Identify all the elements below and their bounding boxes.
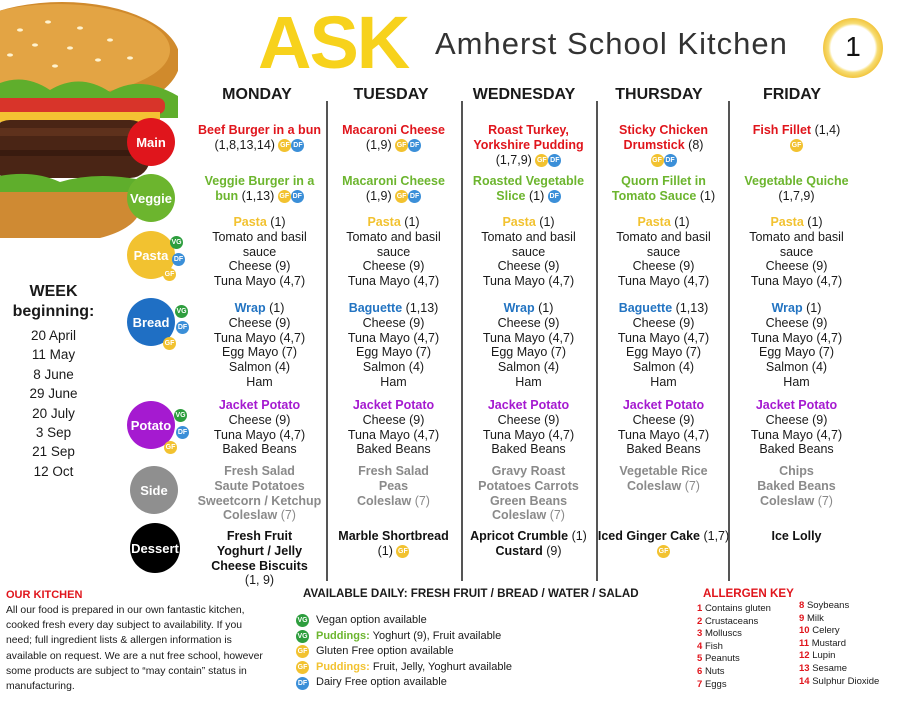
pasta-option: Tuna Mayo (4,7) xyxy=(750,274,843,289)
pasta-thursday xyxy=(596,215,731,289)
row-label-main: Main xyxy=(127,118,175,166)
side-item: Green Beans xyxy=(489,493,568,508)
main-friday xyxy=(729,123,864,153)
allergen-codes: (1,13) xyxy=(405,301,439,315)
dish-name: Wrap xyxy=(503,301,535,315)
allergen-codes: (1) xyxy=(699,188,716,203)
dairy-free-badge: DF xyxy=(291,139,304,152)
allergen-name: Lupin xyxy=(812,650,836,662)
dish-name: Macaroni Cheese xyxy=(342,174,445,188)
allergen-codes: (1) xyxy=(538,301,554,315)
allergen-name: Soybeans xyxy=(806,600,850,611)
filling: Tuna Mayo (4,7) xyxy=(482,330,575,345)
kitchen-line: manufacturing. xyxy=(6,681,75,693)
gluten-free-badge: GF xyxy=(790,139,803,152)
dish-name: bun xyxy=(215,188,239,203)
gluten-free-badge: GF xyxy=(296,645,309,658)
week-number-badge xyxy=(823,18,883,78)
gluten-free-badge: GF xyxy=(278,190,291,203)
side-tuesday xyxy=(326,464,461,508)
week-title: WEEK xyxy=(29,283,78,300)
pasta-option: Tomato and basil xyxy=(616,229,711,244)
side-item: Coleslaw xyxy=(357,493,412,508)
week-subtitle: beginning: xyxy=(12,303,95,320)
filling: Salmon (4) xyxy=(497,360,560,375)
day-header-friday: FRIDAY xyxy=(762,86,822,103)
allergen-codes: (1,7,9) xyxy=(495,152,532,167)
dessert-friday xyxy=(729,529,864,544)
legend-text: Fruit, Jelly, Yoghurt available xyxy=(372,660,513,673)
topping: Baked Beans xyxy=(222,442,297,457)
gluten-free-badge: GF xyxy=(163,337,176,350)
row-label-bread: Bread xyxy=(127,298,175,346)
bread-thursday xyxy=(596,301,731,390)
topping: Tuna Mayo (4,7) xyxy=(347,427,440,442)
bread-wednesday xyxy=(461,301,596,390)
allergen-codes: (1) xyxy=(270,215,286,229)
side-item: Chips xyxy=(779,464,814,478)
week-date: 12 Oct xyxy=(33,463,74,479)
dish-name: Quorn Fillet in xyxy=(621,174,706,188)
gluten-free-badge: GF xyxy=(164,441,177,454)
kitchen-line: some products are subject to “may contain” status in xyxy=(6,665,247,677)
filling: Ham xyxy=(380,374,407,389)
topping: Cheese (9) xyxy=(765,412,828,427)
allergen-codes: (1,7,9) xyxy=(778,188,815,203)
allergen-codes: (1,13) xyxy=(241,188,275,203)
day-header-tuesday: TUESDAY xyxy=(353,86,429,103)
dairy-free-badge: DF xyxy=(408,139,421,152)
day-header-monday: MONDAY xyxy=(222,86,292,103)
dessert-item: Yoghurt / Jelly xyxy=(216,543,303,558)
topping: Tuna Mayo (4,7) xyxy=(213,427,306,442)
dairy-free-badge: DF xyxy=(176,426,189,439)
allergen-number: 12 xyxy=(799,650,810,662)
veggie-friday xyxy=(729,174,864,204)
vegan-badge: VG xyxy=(170,236,183,249)
dish-name: Baguette xyxy=(348,301,403,315)
allergen-number: 14 xyxy=(799,675,810,687)
filling: Egg Mayo (7) xyxy=(355,345,432,360)
dish-name: Pasta xyxy=(502,215,536,229)
dish-name: Jacket Potato xyxy=(218,398,301,412)
allergen-number: 2 xyxy=(697,615,703,627)
row-label-pasta: Pasta xyxy=(127,231,175,279)
week-date: 29 June xyxy=(29,386,78,402)
allergen-number: 13 xyxy=(799,662,810,674)
vegan-badge: VG xyxy=(174,409,187,422)
filling: Egg Mayo (7) xyxy=(758,345,835,360)
pasta-option: Tomato and basil xyxy=(749,229,844,244)
gluten-free-badge: GF xyxy=(296,661,309,674)
dessert-item: Apricot Crumble xyxy=(470,529,569,543)
filling: Cheese (9) xyxy=(765,315,828,330)
dish-name: Wrap xyxy=(771,301,803,315)
allergen-name: Molluscs xyxy=(704,628,742,640)
kitchen-line: cooked fresh every day subject to availability. If you xyxy=(6,620,243,632)
page-title: Amherst School Kitchen xyxy=(435,26,788,61)
pasta-tuesday xyxy=(326,215,461,289)
allergen-number: 6 xyxy=(697,665,703,677)
main-thursday xyxy=(596,123,731,167)
dessert-thursday xyxy=(596,529,731,559)
pasta-option: Tuna Mayo (4,7) xyxy=(347,274,440,289)
side-monday xyxy=(192,464,327,523)
potato-thursday xyxy=(596,398,731,457)
gluten-free-badge: GF xyxy=(651,154,664,167)
filling: Cheese (9) xyxy=(632,315,695,330)
topping: Baked Beans xyxy=(491,442,566,457)
pasta-option: Cheese (9) xyxy=(497,259,560,274)
dairy-free-badge: DF xyxy=(664,154,677,167)
legend-text: Dairy Free option available xyxy=(316,676,447,689)
side-item: Fresh Salad xyxy=(224,464,295,478)
pasta-option: sauce xyxy=(646,244,681,259)
dish-name: Yorkshire Pudding xyxy=(473,137,584,152)
week-date: 20 April xyxy=(30,328,77,343)
allergen-key-left xyxy=(697,603,771,691)
side-item: Vegetable Rice xyxy=(619,464,708,478)
topping: Cheese (9) xyxy=(228,412,291,427)
allergen-number: 11 xyxy=(799,637,810,649)
potato-tuesday xyxy=(326,398,461,457)
dessert-item: Custard xyxy=(495,543,543,558)
filling: Egg Mayo (7) xyxy=(490,345,567,360)
dish-name: Pasta xyxy=(637,215,671,229)
gluten-free-badge: GF xyxy=(396,545,409,558)
dairy-free-badge: DF xyxy=(408,190,421,203)
dish-name: Pasta xyxy=(233,215,267,229)
allergen-number: 5 xyxy=(697,653,703,665)
pasta-monday xyxy=(192,215,327,289)
pasta-option: sauce xyxy=(376,244,411,259)
dessert-monday xyxy=(192,529,327,588)
allergen-codes: (9) xyxy=(546,543,562,558)
allergen-codes: (1, 9) xyxy=(244,573,275,588)
filling: Egg Mayo (7) xyxy=(625,345,702,360)
our-kitchen-text xyxy=(6,603,287,694)
allergen-codes: (7) xyxy=(684,478,700,493)
dessert-item: Cheese Biscuits xyxy=(211,558,308,573)
dish-name: Baguette xyxy=(618,301,673,315)
dish-name: Pasta xyxy=(770,215,804,229)
pasta-option: Tomato and basil xyxy=(481,229,576,244)
kitchen-line: need; full ingredient lists & allergen information is xyxy=(6,635,232,647)
our-kitchen-title: OUR KITCHEN xyxy=(6,589,83,601)
filling: Ham xyxy=(246,374,273,389)
allergen-codes: (7) xyxy=(280,508,296,523)
allergen-codes: (1,9) xyxy=(365,137,392,152)
legend-text: Yoghurt (9), Fruit available xyxy=(372,629,502,642)
dish-name: Vegetable Quiche xyxy=(744,174,849,188)
side-item: Potatoes Carrots xyxy=(478,478,579,493)
filling: Ham xyxy=(650,374,677,389)
topping: Cheese (9) xyxy=(632,412,695,427)
gluten-free-badge: GF xyxy=(395,190,408,203)
allergen-codes: (1) xyxy=(377,543,393,558)
main-tuesday xyxy=(326,123,461,153)
row-label-dessert: Dessert xyxy=(130,523,180,573)
dish-name: Veggie Burger in a xyxy=(204,174,315,188)
week-date: 11 May xyxy=(31,347,76,363)
ask-logo: ASK xyxy=(258,1,409,84)
pasta-option: sauce xyxy=(242,244,277,259)
filling: Cheese (9) xyxy=(228,315,291,330)
allergen-codes: (1,8,13,14) xyxy=(214,137,275,152)
pasta-option: Tomato and basil xyxy=(346,229,441,244)
allergen-codes: (7) xyxy=(414,493,430,508)
side-thursday xyxy=(596,464,731,494)
dish-name: Pasta xyxy=(367,215,401,229)
topping: Cheese (9) xyxy=(497,412,560,427)
pasta-option: Cheese (9) xyxy=(362,259,425,274)
pasta-option: Tuna Mayo (4,7) xyxy=(617,274,710,289)
filling: Tuna Mayo (4,7) xyxy=(213,330,306,345)
allergen-codes: (8) xyxy=(688,137,704,152)
dessert-item: Ice Lolly xyxy=(771,529,822,543)
week-beginning xyxy=(6,282,101,481)
filling: Salmon (4) xyxy=(362,360,425,375)
filling: Salmon (4) xyxy=(632,360,695,375)
vegan-badge: VG xyxy=(296,614,309,627)
allergen-name: Eggs xyxy=(704,678,727,690)
allergen-number: 1 xyxy=(697,603,703,614)
dietary-legend xyxy=(296,613,512,691)
allergen-number: 9 xyxy=(799,612,805,624)
dish-name: Tomato Sauce xyxy=(611,188,697,203)
gluten-free-badge: GF xyxy=(395,139,408,152)
row-label-veggie: Veggie xyxy=(127,174,175,222)
allergen-name: Nuts xyxy=(704,665,725,677)
allergen-number: 3 xyxy=(697,628,703,640)
topping: Cheese (9) xyxy=(362,412,425,427)
allergen-number: 7 xyxy=(697,678,703,690)
topping: Baked Beans xyxy=(626,442,701,457)
allergen-codes: (1) xyxy=(571,529,587,543)
veggie-thursday xyxy=(596,174,731,204)
potato-wednesday xyxy=(461,398,596,457)
allergen-name: Sesame xyxy=(812,662,848,674)
allergen-codes: (1,9) xyxy=(365,188,392,203)
topping: Baked Beans xyxy=(356,442,431,457)
allergen-codes: (1) xyxy=(806,301,822,315)
day-header-wednesday: WEDNESDAY xyxy=(472,86,576,103)
allergen-name: Fish xyxy=(704,640,723,652)
dairy-free-badge: DF xyxy=(176,321,189,334)
dairy-free-badge: DF xyxy=(172,253,185,266)
gluten-free-badge: GF xyxy=(163,268,176,281)
filling: Tuna Mayo (4,7) xyxy=(750,330,843,345)
dish-name: Jacket Potato xyxy=(622,398,705,412)
dessert-tuesday xyxy=(326,529,461,559)
dessert-item: Marble Shortbread xyxy=(338,529,449,543)
filling: Tuna Mayo (4,7) xyxy=(347,330,440,345)
allergen-codes: (1) xyxy=(269,301,285,315)
allergen-name: Celery xyxy=(812,625,840,637)
allergen-codes: (7) xyxy=(549,508,565,523)
vegan-badge: VG xyxy=(296,630,309,643)
allergen-codes: (1) xyxy=(807,215,823,229)
dairy-free-badge: DF xyxy=(291,190,304,203)
side-item: Coleslaw xyxy=(627,478,682,493)
allergen-codes: (1) xyxy=(539,215,555,229)
dish-name: Wrap xyxy=(234,301,266,315)
gluten-free-badge: GF xyxy=(657,545,670,558)
pasta-option: Cheese (9) xyxy=(228,259,291,274)
topping: Tuna Mayo (4,7) xyxy=(750,427,843,442)
dish-name: Jacket Potato xyxy=(487,398,570,412)
side-item: Fresh Salad xyxy=(358,464,429,478)
bread-friday xyxy=(729,301,864,390)
pasta-option: sauce xyxy=(779,244,814,259)
week-date: 8 June xyxy=(33,366,74,382)
legend-label: Puddings: xyxy=(316,629,370,642)
kitchen-line: available on request. We are a nut free school, however xyxy=(6,650,263,662)
dish-name: Roast Turkey, xyxy=(488,123,569,137)
dairy-free-badge: DF xyxy=(548,154,561,167)
gluten-free-badge: GF xyxy=(535,154,548,167)
filling: Salmon (4) xyxy=(765,360,828,375)
side-item: Coleslaw xyxy=(223,508,278,523)
pasta-option: Tuna Mayo (4,7) xyxy=(213,274,306,289)
dish-name: Jacket Potato xyxy=(755,398,838,412)
pasta-option: Cheese (9) xyxy=(632,259,695,274)
kitchen-line: All our food is prepared in our own fantastic kitchen, xyxy=(6,605,245,616)
veggie-monday xyxy=(192,174,327,204)
filling: Cheese (9) xyxy=(497,315,560,330)
legend-label: Puddings: xyxy=(316,660,370,673)
legend-text: Gluten Free option available xyxy=(316,645,454,658)
allergen-number: 8 xyxy=(799,600,805,611)
allergen-codes: (1,7) xyxy=(703,529,730,543)
week-number: 1 xyxy=(845,31,861,62)
row-label-potato: Potato xyxy=(127,401,175,449)
side-wednesday xyxy=(461,464,596,523)
filling: Tuna Mayo (4,7) xyxy=(617,330,710,345)
main-wednesday xyxy=(461,123,596,167)
allergen-number: 4 xyxy=(697,640,703,652)
filling: Ham xyxy=(783,374,810,389)
available-daily: AVAILABLE DAILY: FRESH FRUIT / BREAD / WATER / SALAD xyxy=(303,587,639,600)
filling: Ham xyxy=(515,374,542,389)
side-item: Coleslaw xyxy=(760,493,815,508)
week-date: 3 Sep xyxy=(35,425,72,441)
side-friday xyxy=(729,464,864,508)
allergen-name: Peanuts xyxy=(704,653,740,665)
allergen-name: Milk xyxy=(806,612,824,624)
veggie-wednesday xyxy=(461,174,596,204)
pasta-option: Cheese (9) xyxy=(765,259,828,274)
pasta-option: Tuna Mayo (4,7) xyxy=(482,274,575,289)
allergen-number: 10 xyxy=(799,625,810,637)
dessert-item: Iced Ginger Cake xyxy=(597,529,700,543)
dairy-free-badge: DF xyxy=(548,190,561,203)
pasta-option: Tomato and basil xyxy=(212,229,307,244)
pasta-option: sauce xyxy=(511,244,546,259)
row-label-side: Side xyxy=(130,466,178,514)
day-header-thursday: THURSDAY xyxy=(615,86,703,103)
allergen-name: Crustaceans xyxy=(704,615,759,627)
side-item: Baked Beans xyxy=(757,478,836,493)
bread-tuesday xyxy=(326,301,461,390)
allergen-key-title: ALLERGEN KEY xyxy=(703,587,794,600)
filling: Egg Mayo (7) xyxy=(221,345,298,360)
allergen-codes: (1) xyxy=(404,215,420,229)
allergen-codes: (1,4) xyxy=(814,123,841,137)
allergen-codes: (1) xyxy=(528,188,545,203)
bread-monday xyxy=(192,301,327,390)
side-item: Peas xyxy=(378,478,409,493)
allergen-codes: (1) xyxy=(674,215,690,229)
dish-name: Sticky Chicken xyxy=(619,123,708,137)
week-date: 21 Sep xyxy=(32,444,75,460)
dessert-wednesday xyxy=(461,529,596,559)
week-date: 20 July xyxy=(32,405,75,421)
allergen-codes: (7) xyxy=(817,493,833,508)
dairy-free-badge: DF xyxy=(296,677,309,690)
allergen-name: Mustard xyxy=(811,637,847,649)
side-item: Saute Potatoes xyxy=(214,478,305,493)
filling: Salmon (4) xyxy=(228,360,291,375)
allergen-key-right xyxy=(799,600,879,688)
side-item: Gravy Roast xyxy=(491,464,566,478)
allergen-name: Sulphur Dioxide xyxy=(812,675,880,687)
potato-friday xyxy=(729,398,864,457)
pasta-friday xyxy=(729,215,864,289)
side-item: Coleslaw xyxy=(492,508,547,523)
dish-name: Beef Burger in a bun xyxy=(198,123,321,137)
veggie-tuesday xyxy=(326,174,461,204)
pasta-wednesday xyxy=(461,215,596,289)
main-monday xyxy=(192,123,327,153)
potato-monday xyxy=(192,398,327,457)
allergen-codes: (1,13) xyxy=(675,301,709,315)
dish-name: Roasted Vegetable xyxy=(472,174,585,188)
dish-name: Fish Fillet xyxy=(752,123,812,137)
topping: Tuna Mayo (4,7) xyxy=(482,427,575,442)
vegan-badge: VG xyxy=(175,305,188,318)
dish-name: Slice xyxy=(496,188,526,203)
dish-name: Drumstick xyxy=(623,137,685,152)
side-item: Sweetcorn / Ketchup xyxy=(197,493,322,508)
topping: Baked Beans xyxy=(759,442,834,457)
dish-name: Jacket Potato xyxy=(352,398,435,412)
dessert-item: Fresh Fruit xyxy=(226,529,293,543)
topping: Tuna Mayo (4,7) xyxy=(617,427,710,442)
dish-name: Macaroni Cheese xyxy=(342,123,445,137)
gluten-free-badge: GF xyxy=(278,139,291,152)
allergen-name: Contains gluten xyxy=(704,603,771,614)
filling: Cheese (9) xyxy=(362,315,425,330)
legend-text: Vegan option available xyxy=(316,614,427,626)
